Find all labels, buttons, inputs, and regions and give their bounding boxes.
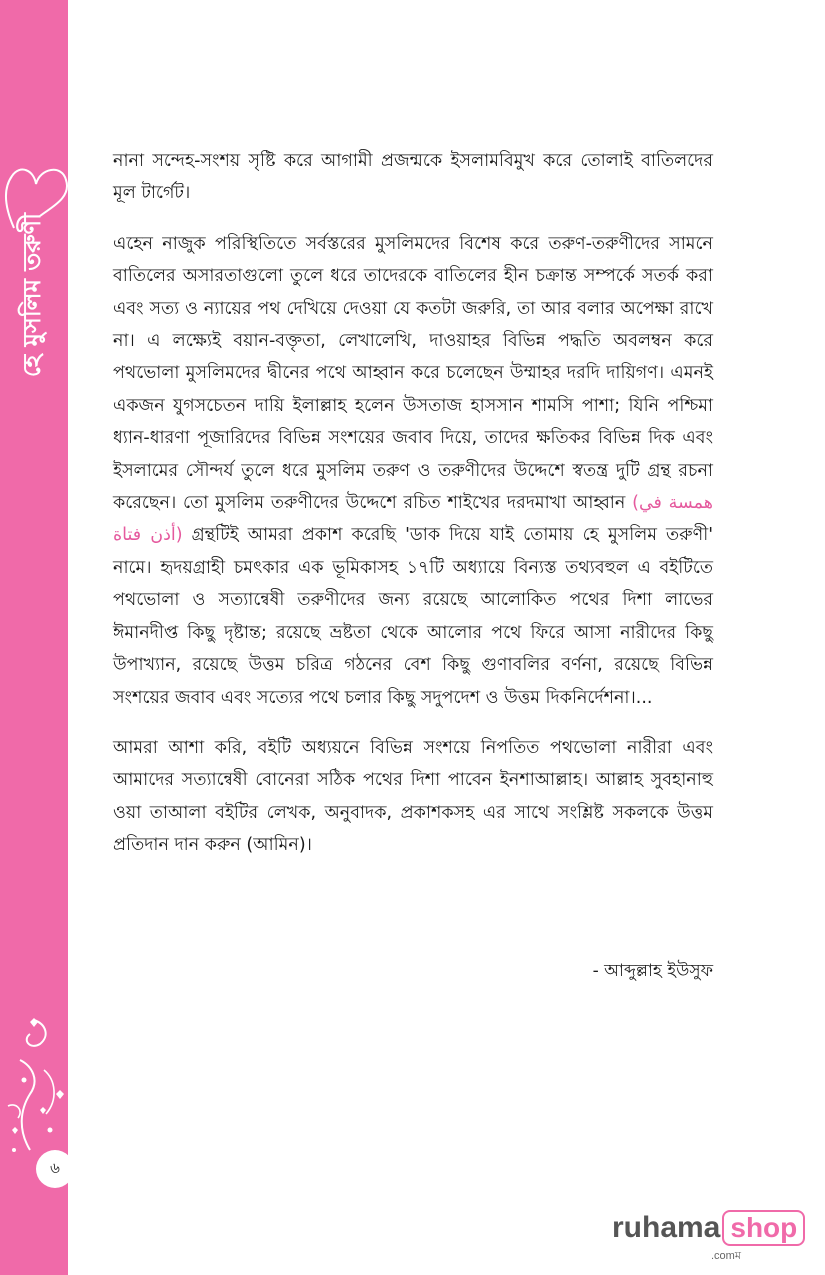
side-title [0, 130, 68, 460]
brand-name: ruhama [612, 1211, 721, 1244]
side-title-text: হে মুসলিম তরুণী [18, 212, 46, 378]
paragraph-text: আমরা আশা করি, বইটি অধ্যয়নে বিভিন্ন সংশয়ে নিপতিত পথভোলা নারীরা এবং আমাদের সত্যান্বেষী বোনেরা সঠিক পথের দিশা পাবেন ইনশাআল্লাহ। আল্লাহ সুবহানাহু ওয়া তাআলা বইটির লেখক, অনুবাদক, প্রকাশকসহ এর সাথে সংশ্লিষ্ট সকলকে উত্তম প্রতিদান দান করুন (আমিন)। [113, 737, 713, 856]
paragraph-text: এহেন নাজুক পরিস্থিতিতে সর্বস্তরের মুসলিমদের বিশেষ করে তরুণ-তরুণীদের সামনে বাতিলের অসারতাগুলো তুলে ধরে তাদেরকে বাতিলের হীন চক্রান্ত সম্পর্কে সতর্ক করা এবং সত্য ও ন্যায়ের পথ দেখিয়ে দেওয়া যে কতটা জরুরি, তা আর বলার অপেক্ষা রাখে না। এ লক্ষ্যেই বয়ান-বক্তৃতা, লেখালেখি, দাওয়াহর বিভিন্ন পদ্ধতি অবলম্বন করে পথভোলা মুসলিমদের দ্বীনের পথে আহ্বান করে চলেছেন উম্মাহর দরদি দায়িগণ। এমনই একজন যুগসচেতন দায়ি ইলাল্লাহ হলেন উসতাজ হাসসান শামসি পাশা; যিনি পশ্চিমা ধ্যান-ধারণা পূজারিদের বিভিন্ন সংশয়ের জবাব দিয়ে, তাদের ক্ষতিকর বিভিন্ন দিক এবং ইসলামের সৌন্দর্য তুলে ধরে মুসলিম তরুণ ও তরুণীদের উদ্দেশে স্বতন্ত্র দুটি গ্রন্থ রচনা করেছেন। তো মুসলিম তরুণীদের উদ্দেশে রচিত শাইখের দরদমাখা আহ্বান [113, 233, 713, 514]
paragraph [113, 228, 713, 714]
paragraph-text: নানা সন্দেহ-সংশয় সৃষ্টি করে আগামী প্রজন্মকে ইসলামবিমুখ করে তোলাই বাতিলদের মূল টার্গেট। [113, 151, 713, 204]
page-number [36, 1150, 74, 1188]
brand-shop-badge: shop [722, 1210, 805, 1246]
brand-logo [612, 1210, 805, 1250]
body-text [113, 145, 713, 880]
paragraph-text: গ্রন্থটিই আমরা প্রকাশ করেছি 'ডাক দিয়ে যাই তোমায় হে মুসলিম তরুণী' নামে। হৃদয়গ্রাহী চমৎকার এক ভূমিকাসহ ১৭টি অধ্যায়ে বিন্যস্ত তথ্যবহুল এ বইটিতে পথভোলা ও সত্যান্বেষী তরুণীদের জন্য রয়েছে আলোকিত পথের দিশা লাভের ঈমানদীপ্ত কিছু দৃষ্টান্ত; রয়েছে ভ্রষ্টতা থেকে আলোর পথে ফিরে আসা নারীদের কিছু উপাখ্যান, রয়েছে উত্তম চরিত্র গঠনের বেশ কিছু গুণাবলির বর্ণনা, রয়েছে বিভিন্ন সংশয়ের জবাব এবং সত্যের পথে চলার কিছু সদুপদেশ ও উত্তম দিকনির্দেশনা।... [113, 525, 714, 708]
signature: - আব্দুল্লাহ ইউসুফ [592, 961, 713, 981]
paragraph [113, 732, 713, 862]
arabic-title: (همسة في أذن فتاة) [113, 493, 714, 546]
brand-suffix: .comম [711, 1250, 741, 1262]
page-number-text: ৬ [50, 1158, 60, 1177]
paragraph [113, 145, 713, 210]
